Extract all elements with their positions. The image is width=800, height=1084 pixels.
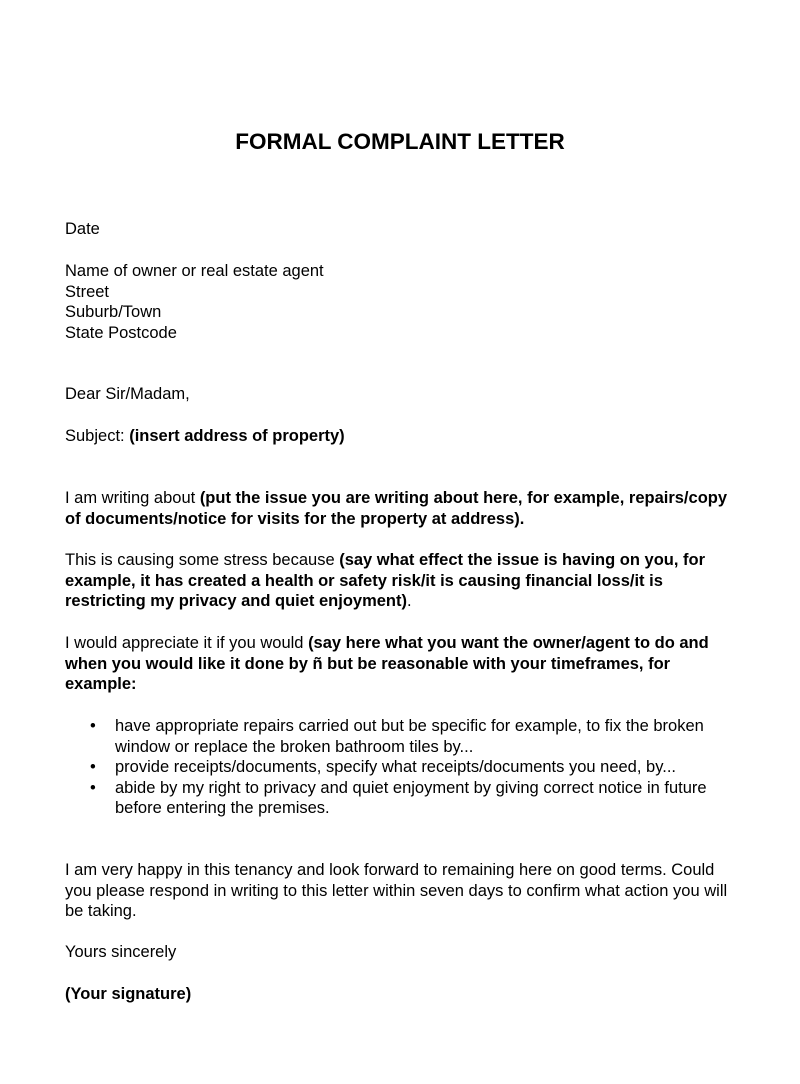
recipient-state: State Postcode (65, 323, 177, 342)
recipient-suburb: Suburb/Town (65, 303, 162, 321)
list-item-text: have appropriate repairs carried out but be specific for example, to fix the broken window or replace the broken bathroom tiles by... (115, 717, 704, 756)
paragraph-request-bold: (say here what you want the owner/agent to do and when you would like it done by ñ but be reasonable with your timeframes, for example: (65, 634, 709, 693)
letter-title: FORMAL COMPLAINT LETTER (235, 129, 565, 154)
paragraph-request (65, 633, 732, 695)
paragraph-effect-bold: (say what effect the issue is having on you, for example, it has created a health or safety risk/it is causing financial loss/it is restricting my privacy and quiet enjoyment) (65, 551, 706, 610)
paragraph-issue (65, 488, 732, 529)
letter-date: Date (65, 220, 100, 238)
list-item (65, 778, 732, 819)
subject-label: Subject: (65, 427, 130, 445)
request-list (65, 716, 732, 819)
closing: Yours sincerely (65, 943, 177, 961)
list-item-text: provide receipts/documents, specify what receipts/documents you need, by... (115, 758, 676, 776)
list-item-text: abide by my right to privacy and quiet enjoyment by giving correct notice in future before entering the premises. (115, 778, 707, 817)
subject-line (65, 426, 732, 447)
recipient-address (65, 261, 732, 343)
recipient-name: Name of owner or real estate agent (65, 262, 324, 280)
bullet-icon: • (90, 717, 96, 735)
paragraph-closing-remarks: I am very happy in this tenancy and look forward to remaining here on good terms. Could you please respond in writing to this letter within seven days to confirm what action you will be taking. (65, 861, 728, 920)
paragraph-effect (65, 550, 732, 612)
paragraph-issue-bold: (put the issue you are writing about here, for example, repairs/copy of documents/notice for visits for the property at address). (65, 489, 728, 528)
bullet-icon: • (90, 758, 96, 776)
paragraph-effect-lead: This is causing some stress because (65, 551, 340, 569)
list-item (65, 716, 732, 757)
paragraph-effect-tail: . (407, 592, 412, 610)
salutation: Dear Sir/Madam, (65, 385, 190, 403)
subject-value: (insert address of property) (129, 427, 345, 445)
list-item (65, 757, 732, 778)
recipient-street: Street (65, 282, 110, 301)
bullet-icon: • (90, 778, 96, 797)
paragraph-request-lead: I would appreciate it if you would (65, 634, 309, 652)
signature: (Your signature) (65, 985, 192, 1003)
paragraph-issue-lead: I am writing about (65, 489, 200, 507)
